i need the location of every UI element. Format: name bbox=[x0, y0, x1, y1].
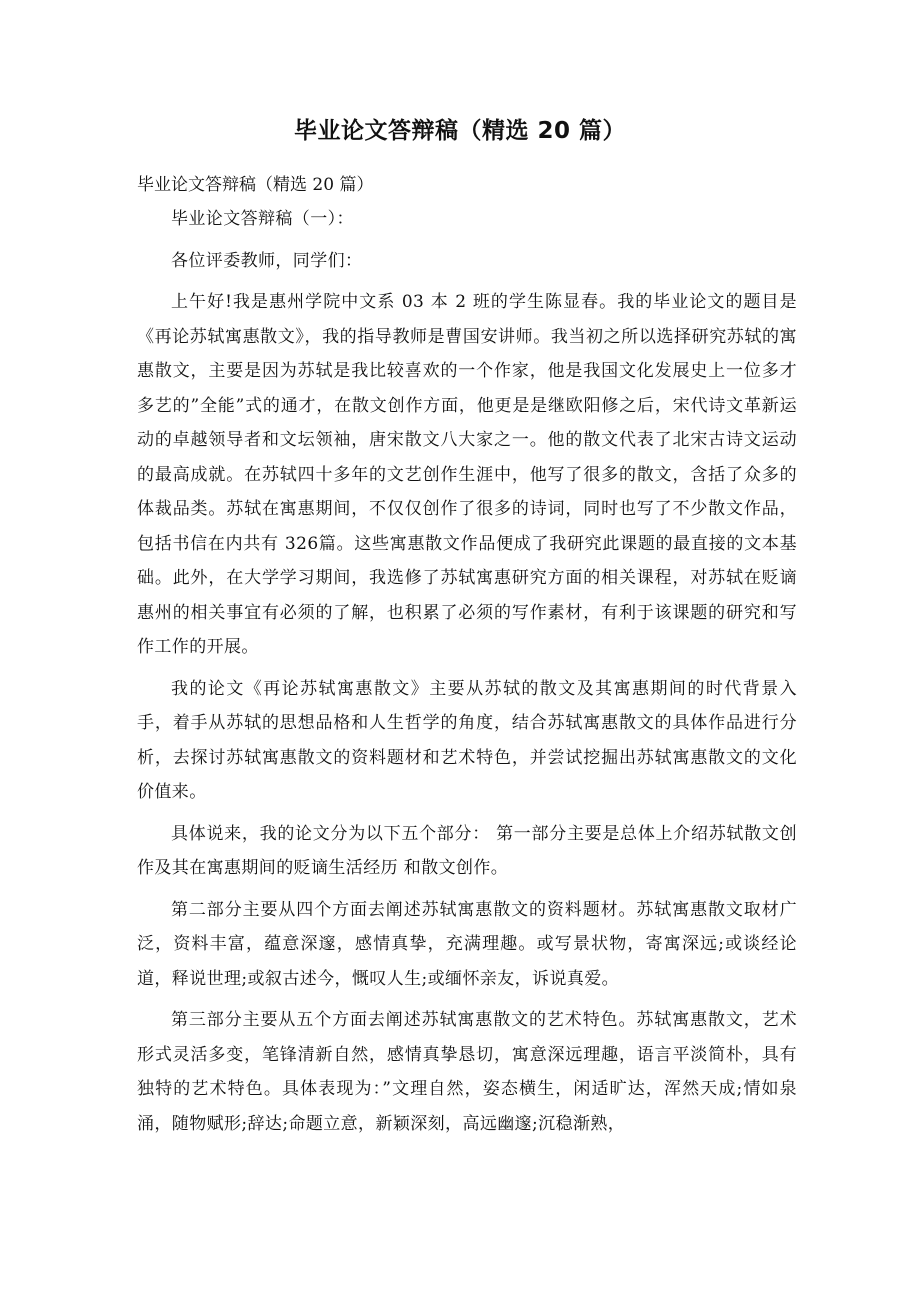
document-title: 毕业论文答辩稿（精选 20 篇） bbox=[293, 118, 627, 144]
paragraph-part-two: 第二部分主要从四个方面去阐述苏轼寓惠散文的资料题材。苏轼寓惠散文取材广泛，资料丰富，蕴意深邃，感情真挚，充满理趣。或写景状物，寄寓深远;或谈经论道，释说世理;或叙古述今，慨叹人生;或缅怀亲友，诉说真爱。 bbox=[137, 899, 797, 989]
paragraph-introduction: 上午好!我是惠州学院中文系 03 本 2 班的学生陈显春。我的毕业论文的题目是《再论苏轼寓惠散文》，我的指导教师是曹国安讲师。我当初之所以选择研究苏轼的寓惠散文，主要是因为苏轼是我比较喜欢的一个作家，他是我国文化发展史上一位多才多艺的”全能”式的通才，在散文创作方面，他更是是继欧阳修之后，宋代诗文革新运动的卓越领导者和文坛领袖，唐宋散文八大家之一。他的散文代表了北宋古诗文运动的最高成就。在苏轼四十多年的文艺创作生涯中，他写了很多的散文，含括了众多的体裁品类。苏轼在寓惠期间，不仅仅创作了很多的诗词，同时也写了不少散文作品，包括书信在内共有 326篇。这些寓惠散文作品便成了我研究此课题的最直接的文本基础。此外，在大学学习期间，我选修了苏轼寓惠研究方面的相关课程，对苏轼在贬谪惠州的相关事宜有必须的了解，也积累了必须的写作素材，有利于该课题的研究和写作工作的开展。 bbox=[137, 292, 797, 657]
paragraph-section-heading: 毕业论文答辩稿（一）： bbox=[171, 209, 354, 229]
document-body bbox=[137, 202, 797, 1141]
paragraph-thesis-approach: 我的论文《再论苏轼寓惠散文》主要从苏轼的散文及其寓惠期间的时代背景入手，着手从苏轼的思想品格和人生哲学的角度，结合苏轼寓惠散文的具体作品进行分析，去探讨苏轼寓惠散文的资料题材和艺术特色，并尝试挖掘出苏轼寓惠散文的文化价值来。 bbox=[137, 678, 797, 802]
paragraph-part-three: 第三部分主要从五个方面去阐述苏轼寓惠散文的艺术特色。苏轼寓惠散文，艺术形式灵活多变，笔锋清新自然，感情真挚恳切，寓意深远理趣，语言平淡简朴，具有独特的艺术特色。具体表现为：”文理自然，姿态横生，闲适旷达，浑然天成;情如泉涌，随物赋形;辞达;命题立意，新颖深刻，高远幽邃;沉稳渐熟， bbox=[137, 1010, 797, 1134]
paragraph-salutation: 各位评委教师，同学们： bbox=[171, 250, 363, 271]
paragraph-structure-overview: 具体说来，我的论文分为以下五个部分： 第一部分主要是总体上介绍苏轼散文创作及其在寓惠期间的贬谪生活经历 和散文创作。 bbox=[137, 823, 797, 878]
document-subtitle: 毕业论文答辩稿（精选 20 篇） bbox=[137, 175, 374, 195]
